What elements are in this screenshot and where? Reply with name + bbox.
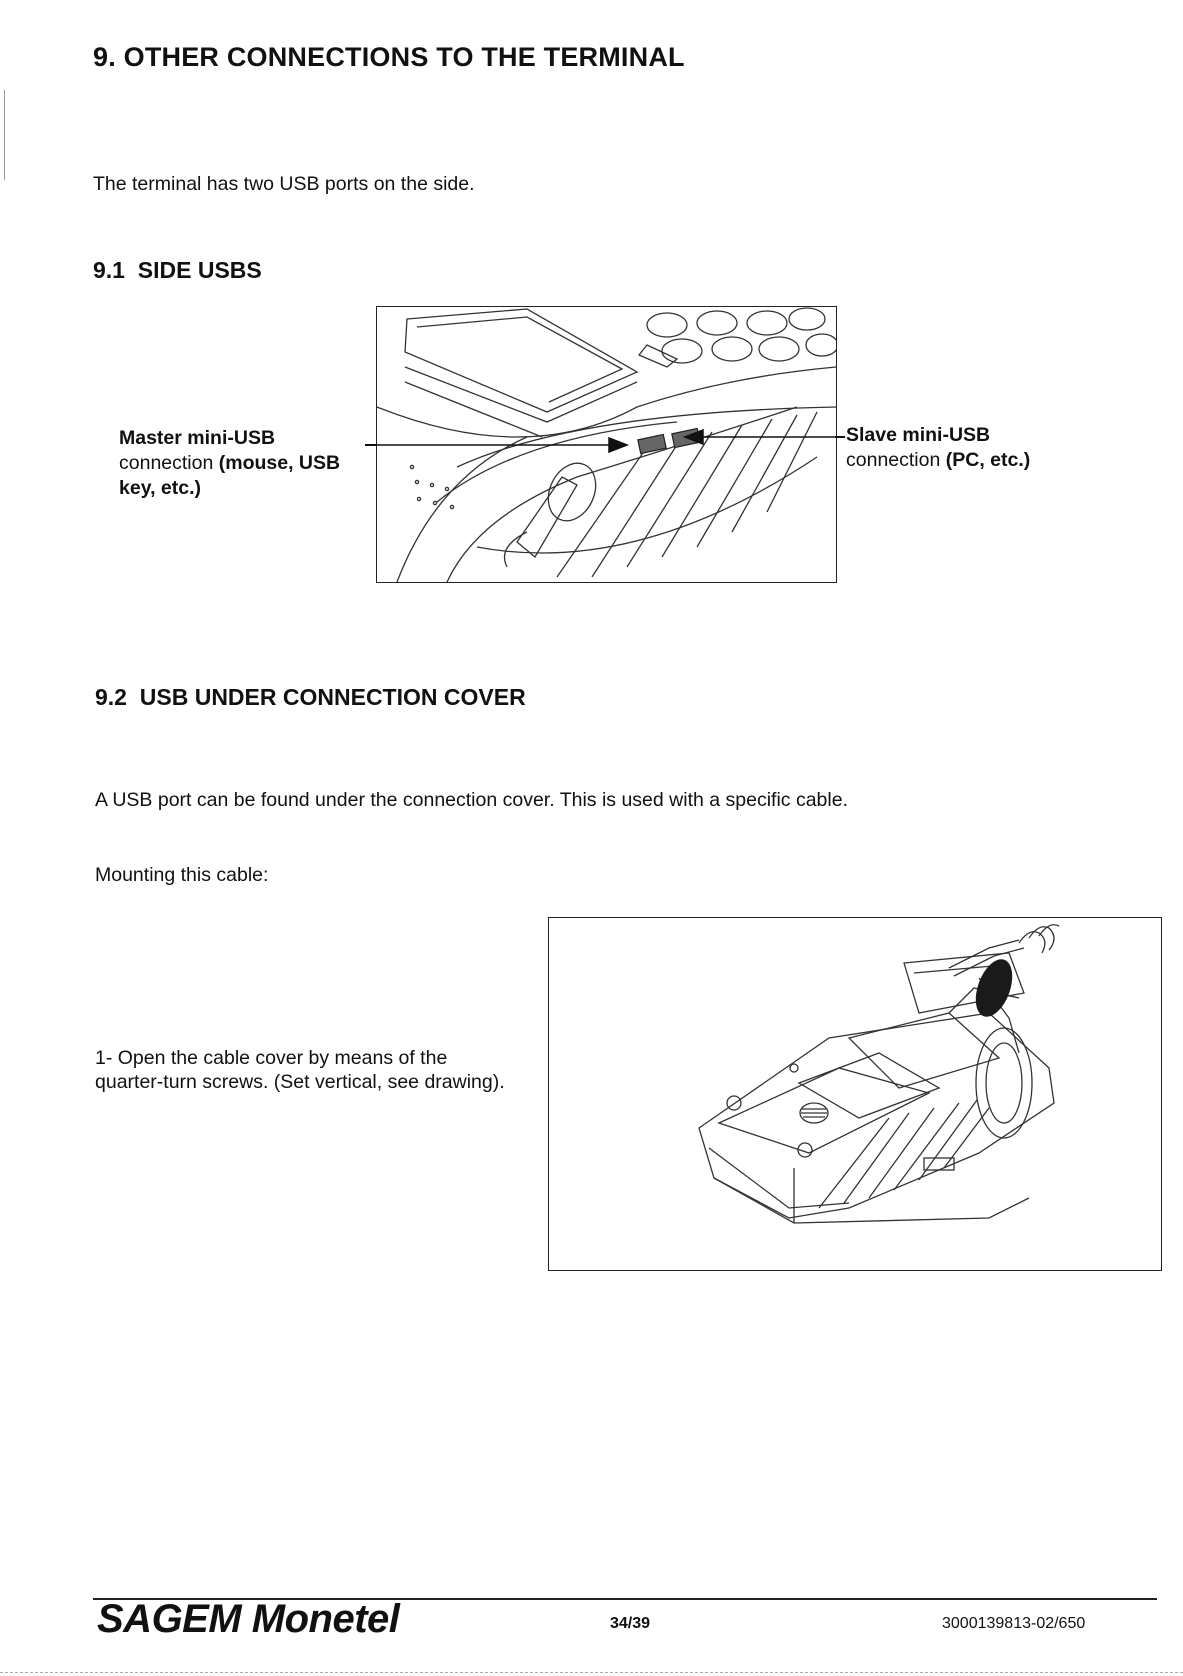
page-heading — [93, 42, 685, 73]
step-1-text — [95, 1046, 535, 1094]
intro-text: The terminal has two USB ports on the side. — [93, 173, 475, 195]
mounting-text: Mounting this cable: — [95, 864, 269, 886]
connection-cover-figure — [548, 917, 1162, 1271]
scan-edge-mark — [4, 90, 5, 180]
scan-bottom-edge — [0, 1672, 1183, 1674]
slave-label-plain: connection — [846, 449, 946, 471]
slave-label-bold2: (PC, etc.) — [945, 449, 1031, 471]
section-9-1-heading — [93, 257, 262, 284]
document-reference: 3000139813-02/650 — [942, 1615, 1086, 1632]
terminal-cable-drawing — [549, 918, 1161, 1270]
section-title: USB UNDER CONNECTION COVER — [139, 684, 526, 710]
section-number: 9.1 — [93, 257, 125, 283]
terminal-side-drawing — [377, 307, 836, 582]
step-1-line-1: 1- Open the cable cover by means of the — [95, 1047, 448, 1069]
master-leader-line — [365, 444, 377, 446]
heading-number: 9. — [93, 42, 116, 72]
slave-usb-callout — [846, 423, 1176, 473]
master-label-plain: connection — [119, 452, 219, 474]
section-number: 9.2 — [95, 684, 127, 710]
section-9-2-heading — [95, 684, 526, 711]
sagem-monetel-logo: SAGEM Monetel — [97, 1597, 400, 1641]
side-usb-figure — [376, 306, 837, 583]
master-label-bold: Master mini-USB — [119, 427, 276, 449]
step-1-line-2: quarter-turn screws. (Set vertical, see drawing). — [95, 1071, 505, 1093]
usb-cover-paragraph: A USB port can be found under the connection cover. This is used with a specific cable. — [95, 789, 848, 811]
master-label-bold3: key, etc.) — [119, 477, 202, 499]
master-usb-callout — [119, 426, 359, 501]
heading-title: OTHER CONNECTIONS TO THE TERMINAL — [123, 42, 685, 72]
slave-label-bold: Slave mini-USB — [846, 424, 991, 446]
page-number: 34/39 — [610, 1615, 651, 1632]
slave-leader-line — [835, 436, 845, 438]
master-label-bold2: (mouse, USB — [218, 452, 341, 474]
section-title: SIDE USBS — [137, 257, 262, 283]
